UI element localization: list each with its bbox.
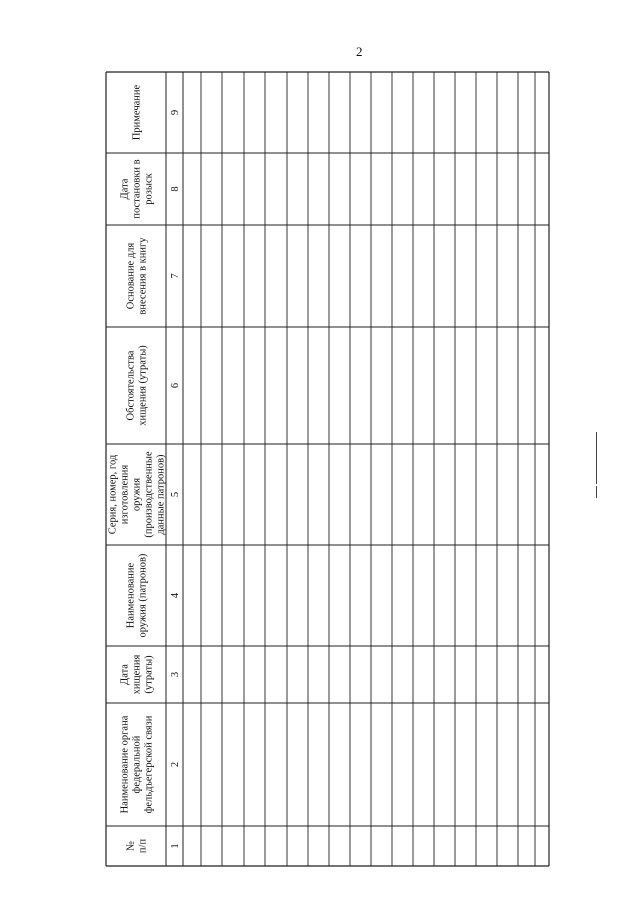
column-number-9: 9 bbox=[170, 109, 182, 116]
column-header-line: изготовления bbox=[119, 464, 131, 525]
column-number-8: 8 bbox=[170, 186, 182, 192]
column-header-7 bbox=[126, 237, 149, 315]
column-number-5: 5 bbox=[170, 491, 182, 498]
column-header-line: хищения (утраты) bbox=[137, 345, 149, 426]
column-header-line: фельдъегерской связи bbox=[143, 715, 155, 814]
column-header-line: оружия (патронов) bbox=[137, 553, 149, 638]
column-header-8 bbox=[120, 159, 155, 218]
column-header-line: (производственные bbox=[143, 451, 155, 538]
column-header-line: Дата bbox=[119, 664, 131, 685]
column-header-2 bbox=[120, 715, 155, 813]
column-number-1: 1 bbox=[170, 843, 182, 849]
column-header-6 bbox=[126, 345, 149, 426]
margin-mark-short bbox=[596, 486, 597, 498]
column-header-line: № bbox=[125, 840, 137, 852]
column-header-line: Обстоятельства bbox=[125, 350, 137, 421]
column-header-1 bbox=[126, 839, 149, 854]
column-number-6: 6 bbox=[170, 382, 182, 389]
column-header-line: п/п bbox=[137, 838, 149, 854]
column-header-line: Наименование bbox=[125, 562, 137, 629]
column-header-line: постановки в bbox=[131, 159, 143, 219]
column-header-line: Наименование органа bbox=[119, 715, 131, 814]
column-header-line: хищения bbox=[131, 654, 143, 695]
column-header-line: розыск bbox=[143, 173, 155, 205]
column-header-line: данные патронов) bbox=[155, 454, 167, 535]
table-text bbox=[108, 84, 182, 853]
column-header-line: Дата bbox=[119, 178, 131, 200]
column-header-5 bbox=[108, 451, 167, 538]
column-number-4: 4 bbox=[170, 592, 182, 599]
column-header-line: внесения в книгу bbox=[137, 237, 149, 315]
page-number: 2 bbox=[356, 44, 363, 59]
column-header-9 bbox=[132, 84, 143, 140]
column-number-2: 2 bbox=[170, 761, 182, 768]
column-header-line: оружия bbox=[131, 477, 143, 512]
column-header-line: Примечание bbox=[131, 84, 143, 141]
column-header-line: Основание для bbox=[125, 242, 137, 310]
column-header-line: федеральной bbox=[131, 735, 143, 794]
column-header-line: (утраты) bbox=[143, 655, 155, 694]
column-header-3 bbox=[120, 654, 155, 694]
column-header-line: Серия, номер, год bbox=[107, 454, 119, 535]
column-number-3: 3 bbox=[170, 671, 182, 678]
margin-mark bbox=[596, 432, 597, 484]
column-header-4 bbox=[126, 553, 149, 637]
column-number-7: 7 bbox=[170, 273, 182, 279]
